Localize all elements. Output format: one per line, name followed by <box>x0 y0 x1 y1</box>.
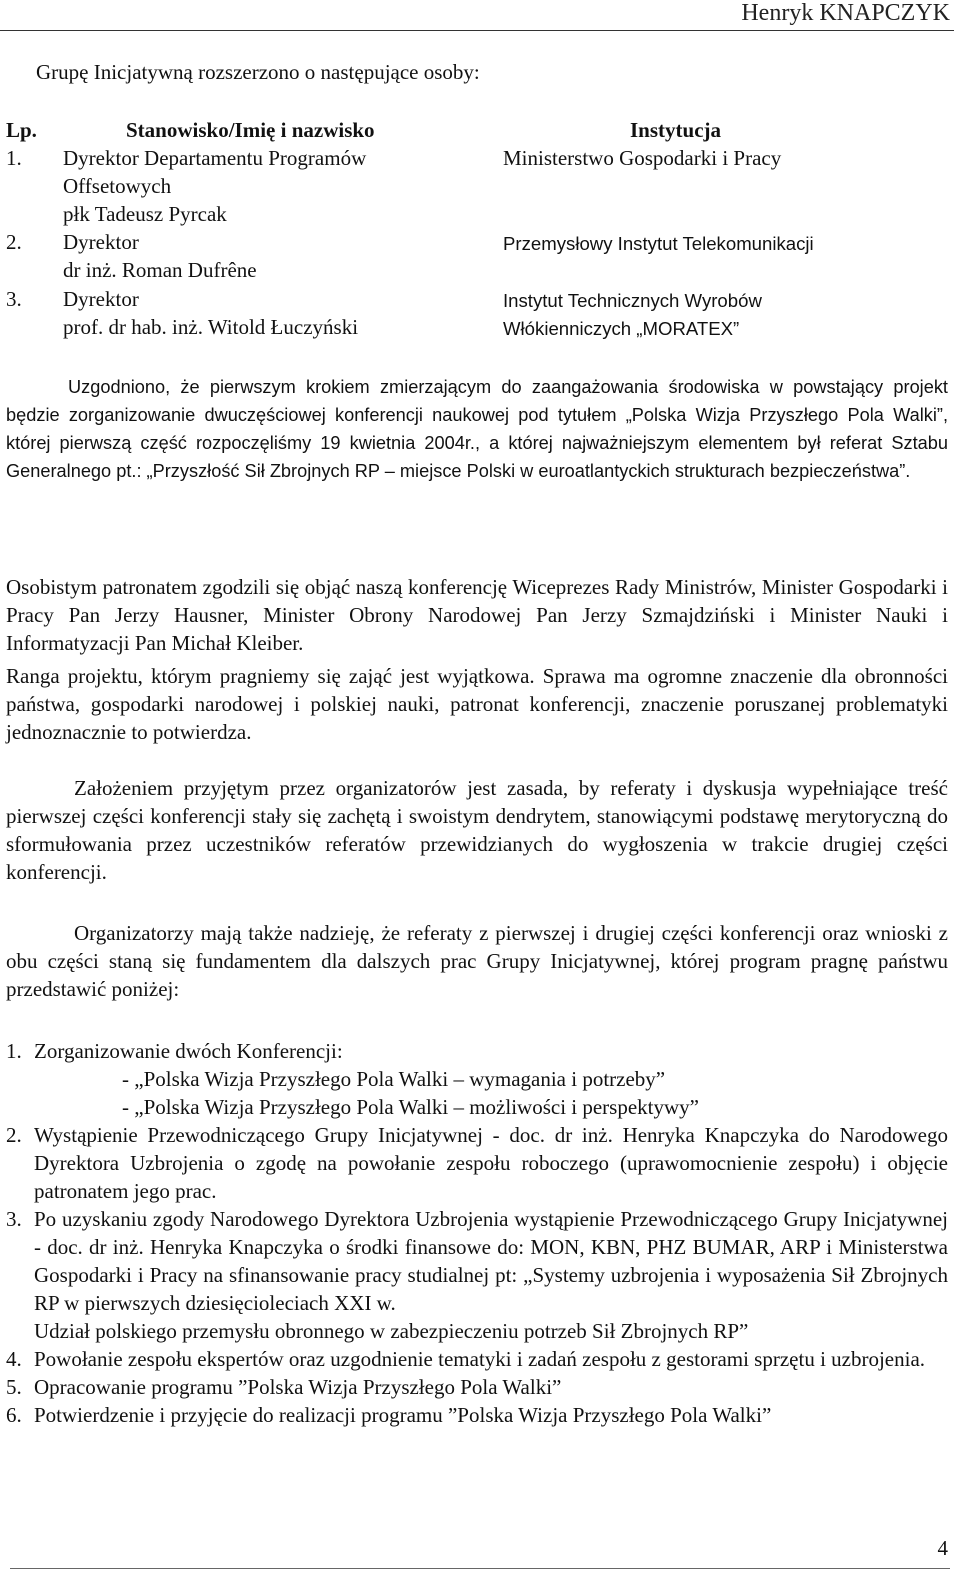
header-rule <box>0 30 954 31</box>
list-item-number: 2. <box>6 1123 22 1147</box>
list-item-text: Po uzyskaniu zgody Narodowego Dyrektora Uzbrojenia wystąpienie Przewodniczącego Grupy Inicjatywnej - doc. dr inż. Henryka Knapczyka o środki finansowe do: MON, KBN, PHZ BUMAR, ARP i Ministerstwa Gospodarki i Pracy na sfinansowanie pracy studialnej pt: „Systemy uzbrojenia i wyposażenia Sił Zbrojnych RP w pierwszych dziesięcioleciach XXI w. <box>34 1207 948 1315</box>
table-row-1-institution: Ministerstwo Gospodarki i Pracy <box>503 146 782 170</box>
table-row-3-lp: 3. <box>6 287 22 311</box>
list-item-extra: Udział polskiego przemysłu obronnego w zabezpieczeniu potrzeb Sił Zbrojnych RP” <box>34 1319 749 1343</box>
list-item <box>6 1401 948 1429</box>
list-item <box>6 1205 948 1317</box>
list-subitem: - „Polska Wizja Przyszłego Pola Walki – możliwości i perspektywy” <box>122 1095 699 1119</box>
table-row-1-lp: 1. <box>6 146 22 170</box>
list-item-number: 6. <box>6 1403 22 1427</box>
paragraph-1: Uzgodniono, że pierwszym krokiem zmierzającym do zaangażowania środowiska w powstający projekt będzie zorganizowanie dwuczęściowej konferencji naukowej pod tytułem „Polska Wizja Przyszłego Pola Walki”, której pierwszą część rozpoczęliśmy 19 kwietnia 2004r., a której najważniejszym elementem był referat Sztabu Generalnego pt.: „Przyszłość Sił Zbrojnych RP – miejsce Polski w euroatlantyckich strukturach bezpieczeństwa”. <box>6 377 948 481</box>
list-item <box>6 1373 948 1401</box>
program-list <box>6 1037 948 1429</box>
table-row-3-position: Dyrektor <box>63 287 139 311</box>
list-item <box>6 1121 948 1205</box>
table-header-lp: Lp. <box>6 118 37 142</box>
table-row-1-position: Offsetowych <box>63 174 172 198</box>
table-row-1-position: Dyrektor Departamentu Programów <box>63 146 367 170</box>
list-item-number: 4. <box>6 1347 22 1371</box>
table-row-2-position: dr inż. Roman Dufrêne <box>63 258 257 282</box>
table-row-3-institution: Włókienniczych „MORATEX” <box>503 318 740 339</box>
list-item <box>6 1345 948 1373</box>
table-row-3-position: prof. dr hab. inż. Witold Łuczyński <box>63 315 359 339</box>
paragraph-3: Ranga projektu, którym pragniemy się zająć jest wyjątkowa. Sprawa ma ogromne znaczenie dla obronności państwa, gospodarki narodowej i polskiej nauki, patronat konferencji, znaczenie poruszanej problematyki jednoznacznie to potwierdza. <box>6 664 948 744</box>
footer-rule <box>10 1568 950 1569</box>
list-subitem: - „Polska Wizja Przyszłego Pola Walki – wymagania i potrzeby” <box>122 1067 666 1091</box>
paragraph-5: Organizatorzy mają także nadzieję, że referaty z pierwszej i drugiej części konferencji oraz wnioski z obu części staną się fundamentem dla dalszych prac Grupy Inicjatywnej, której program pragnę państwu przedstawić poniżej: <box>6 921 948 1001</box>
table-row-2-position: Dyrektor <box>63 230 139 254</box>
table-row-2-lp: 2. <box>6 230 22 254</box>
list-item-number: 3. <box>6 1207 22 1231</box>
table-header-position: Stanowisko/Imię i nazwisko <box>126 118 375 142</box>
list-item-text: Zorganizowanie dwóch Konferencji: <box>34 1039 343 1063</box>
list-item-text: Wystąpienie Przewodniczącego Grupy Inicjatywnej - doc. dr inż. Henryka Knapczyka do Narodowego Dyrektora Uzbrojenia o zgodę na powołanie zespołu roboczego (uprawomocnienie zespołu) i objęcie patronatem jego prac. <box>34 1123 948 1203</box>
intro-text: Grupę Inicjatywną rozszerzono o następujące osoby: <box>36 60 480 84</box>
list-item-text: Opracowanie programu ”Polska Wizja Przyszłego Pola Walki” <box>34 1375 562 1399</box>
list-item <box>6 1037 948 1065</box>
page-number: 4 <box>937 1536 948 1560</box>
header-author: Henryk KNAPCZYK <box>741 0 950 26</box>
paragraph-2: Osobistym patronatem zgodzili się objąć naszą konferencję Wiceprezes Rady Ministrów, Minister Gospodarki i Pracy Pan Jerzy Hausner, Minister Obrony Narodowej Pan Jerzy Szmajdziński i Minister Nauki i Informatyzacji Pan Michał Kleiber. <box>6 575 948 655</box>
list-item-text: Potwierdzenie i przyjęcie do realizacji programu ”Polska Wizja Przyszłego Pola Walki” <box>34 1403 772 1427</box>
table-row-3-institution: Instytut Technicznych Wyrobów <box>503 290 762 311</box>
table-row-1-position: płk Tadeusz Pyrcak <box>63 202 227 226</box>
table-header-institution: Instytucja <box>630 118 722 142</box>
list-item-number: 1. <box>6 1039 22 1063</box>
table-row-2-institution: Przemysłowy Instytut Telekomunikacji <box>503 233 814 254</box>
list-item-text: Powołanie zespołu ekspertów oraz uzgodnienie tematyki i zadań zespołu z gestorami sprzętu i uzbrojenia. <box>34 1347 926 1371</box>
list-item-number: 5. <box>6 1375 22 1399</box>
paragraph-4: Założeniem przyjętym przez organizatorów jest zasada, by referaty i dyskusja wypełniające treść pierwszej części konferencji stały się zachętą i swoistym dendrytem, stanowiącymi podstawę merytoryczną do sformułowania przez uczestników referatów przewidzianych do wygłoszenia w trakcie drugiej części konferencji. <box>6 776 948 884</box>
